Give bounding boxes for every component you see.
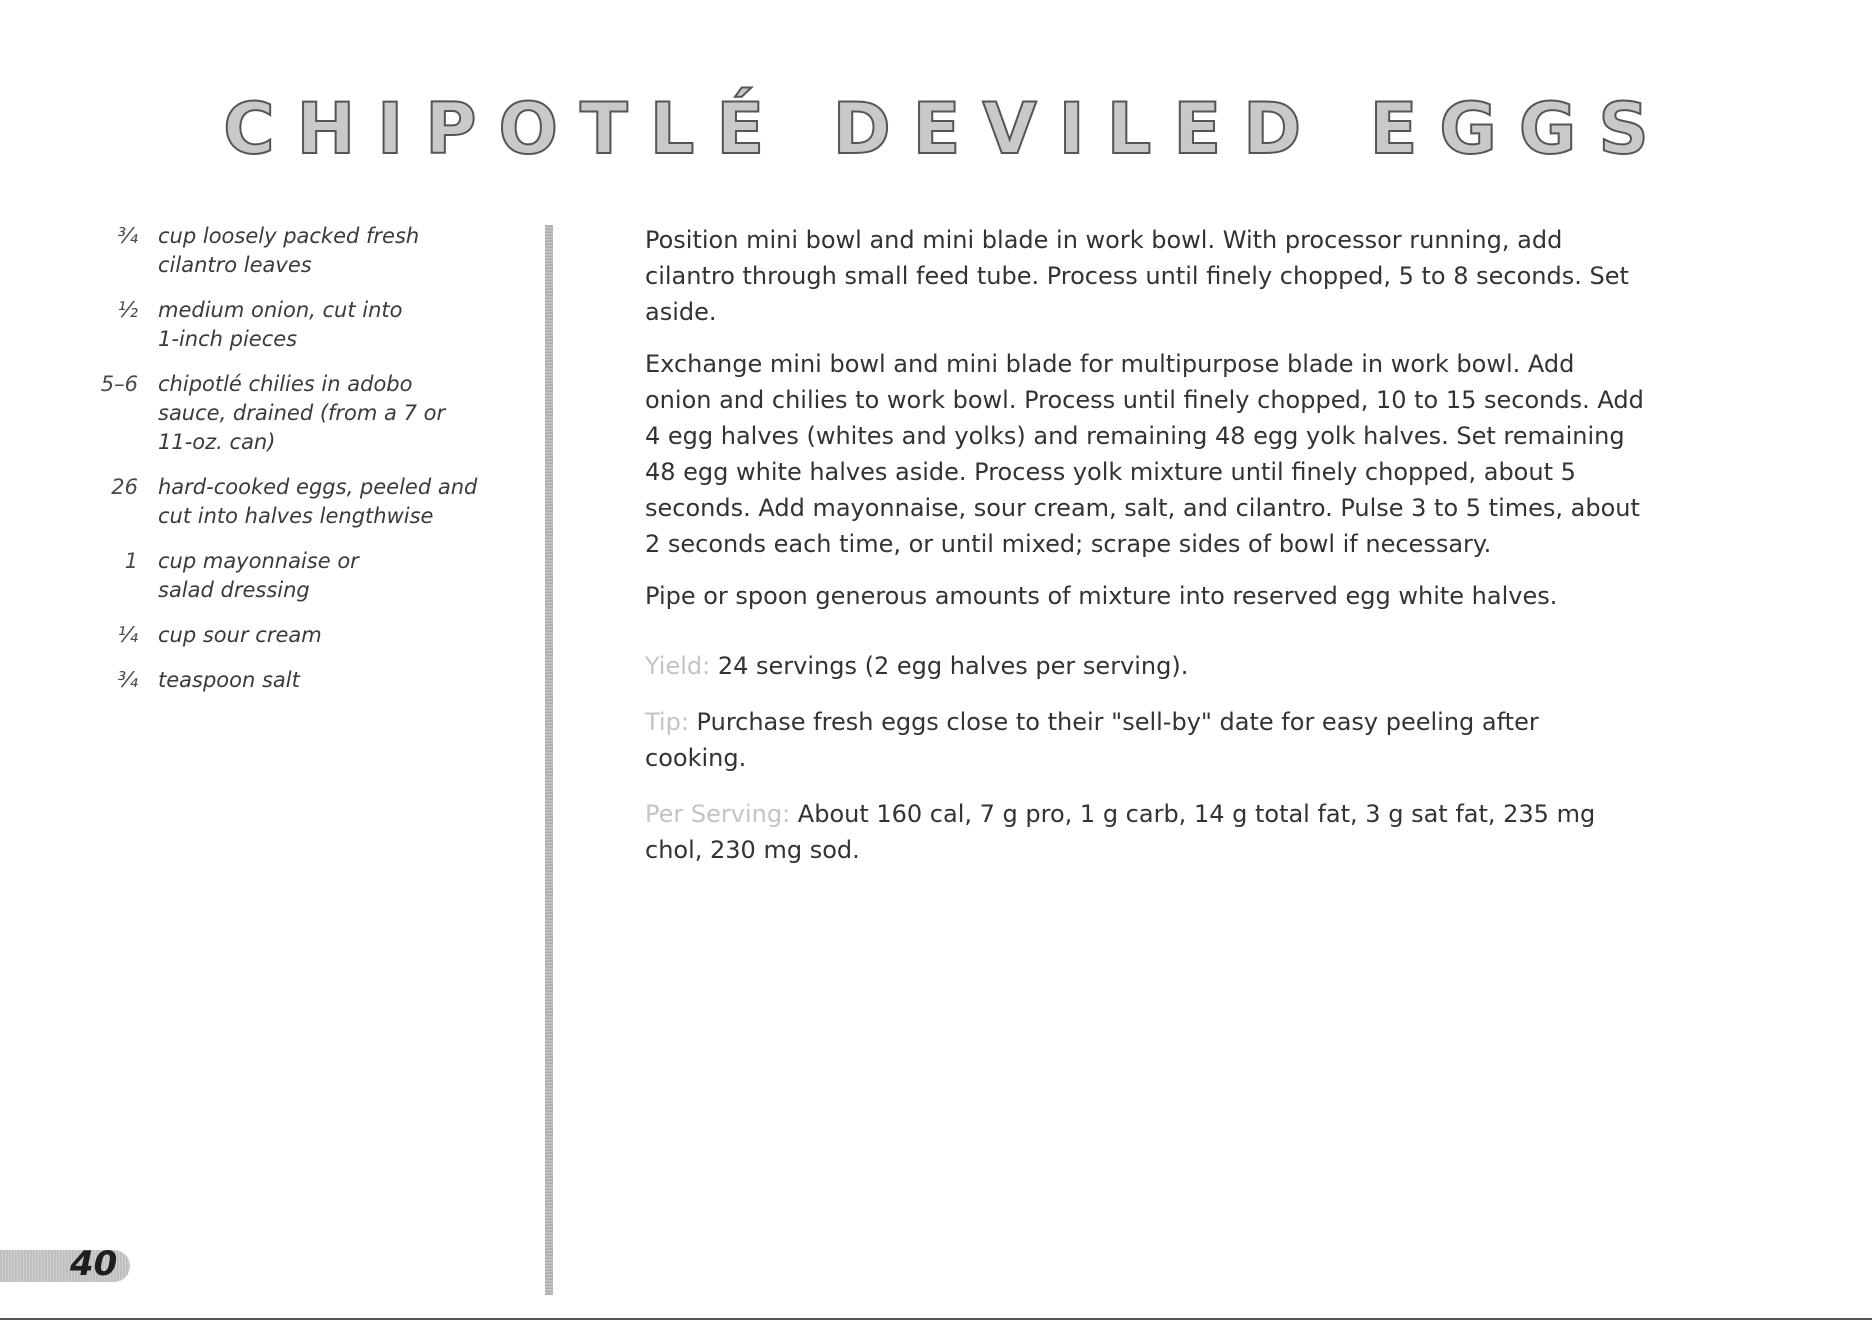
per-serving-text: About 160 cal, 7 g pro, 1 g carb, 14 g total fat, 3 g sat fat, 235 mg chol, 230 mg sod. [645,800,1596,864]
ingredient-description: cup sour cream [158,623,322,647]
ingredient-list [60,222,500,711]
bottom-rule [0,1318,1872,1320]
ingredient-item [60,473,500,531]
ingredient-description: cup loosely packed fresh cilantro leaves [158,224,420,277]
ingredient-item [60,666,500,695]
ingredient-quantity: ½ [117,298,138,322]
ingredient-description: hard-cooked eggs, peeled and cut into halves lengthwise [158,475,478,528]
ingredient-description: medium onion, cut into 1-inch pieces [158,298,403,351]
recipe-directions [645,222,1645,630]
nutrition-note [645,796,1645,868]
ingredient-description: cup mayonnaise or salad dressing [158,549,359,602]
column-divider [545,225,553,1295]
recipe-title: CHIPOTLÉ DEVILED EGGS [223,88,1671,170]
ingredient-quantity: ¾ [117,224,138,248]
ingredient-quantity: ¼ [117,623,138,647]
ingredient-quantity: 5–6 [100,372,138,396]
ingredient-quantity: 26 [111,475,138,499]
recipe-notes [645,648,1645,888]
yield-label: Yield: [645,652,711,680]
ingredient-quantity: ¾ [117,668,138,692]
ingredient-quantity: 1 [124,549,138,573]
ingredient-description: teaspoon salt [158,668,300,692]
page-number: 40 [70,1244,118,1284]
ingredient-item [60,222,500,280]
direction-step: Position mini bowl and mini blade in work bowl. With processor running, add cilantro through small feed tube. Process until finely chopped, 5 to 8 seconds. Set aside. [645,226,1629,326]
per-serving-label: Per Serving: [645,800,791,828]
yield-text: 24 servings (2 egg halves per serving). [710,652,1189,680]
yield-note [645,648,1645,684]
direction-step: Pipe or spoon generous amounts of mixture into reserved egg white halves. [645,582,1558,610]
ingredient-item [60,296,500,354]
ingredient-item [60,621,500,650]
tip-note [645,704,1645,776]
ingredient-item [60,547,500,605]
tip-text: Purchase fresh eggs close to their "sell-by" date for easy peeling after cooking. [645,708,1539,772]
tip-label: Tip: [645,708,689,736]
direction-step: Exchange mini bowl and mini blade for multipurpose blade in work bowl. Add onion and chilies to work bowl. Process until finely chopped, 10 to 15 seconds. Add 4 egg halves (whites and yolks) and remaining 48 egg yolk halves. Set remaining 48 egg white halves aside. Process yolk mixture until finely chopped, about 5 seconds. Add mayonnaise, sour cream, salt, and cilantro. Pulse 3 to 5 times, about 2 seconds each time, or until mixed; scrape sides of bowl if necessary. [645,350,1644,558]
ingredient-description: chipotlé chilies in adobo sauce, drained (from a 7 or 11-oz. can) [158,372,446,454]
ingredient-item [60,370,500,457]
